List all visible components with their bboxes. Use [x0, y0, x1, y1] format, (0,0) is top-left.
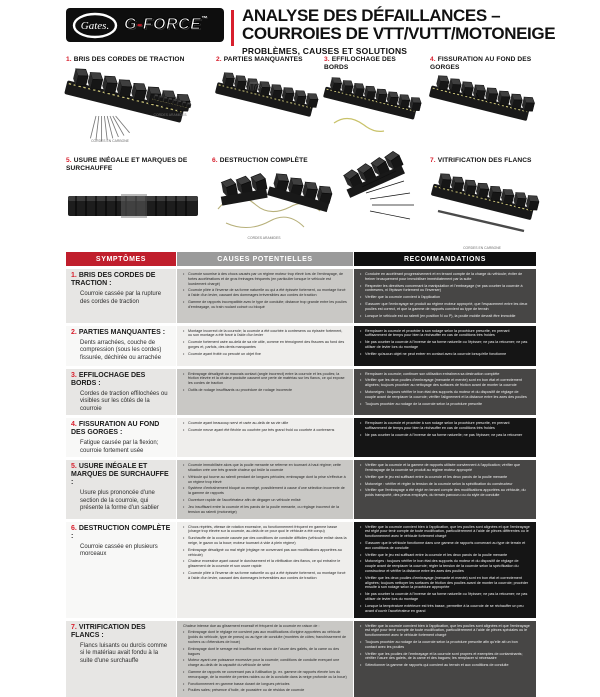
cause-list-item: • Véhicule qui tourne au ralenti pendant de longues périodes; embrayage dont la prise s'effectue à un régime trop élevé	[183, 475, 347, 485]
recommendation-list-item: • Vérifier que les deux poulies d'embrayage (menante et menée) sont en bon état et correctement alignées; toujours procéder au nettoyage des surfaces de friction avant de monter la courroie	[360, 378, 530, 388]
symptom-description: Cordes de traction effilochées ou visibles sur les côtés de la courroie	[80, 391, 171, 414]
belt-photo-2	[216, 64, 316, 142]
symptom-cell	[66, 369, 176, 416]
recommendation-list	[360, 372, 530, 407]
cause-list-item: • Surchauffe de la courroie causée par des conditions de conduite difficiles (véhicule enlisé dans la neige, le gazon ou la boue; moteur tournant à vide à plein régime)	[183, 536, 347, 546]
symptom-number: 2.	[71, 329, 77, 336]
symptom-cell	[66, 269, 176, 323]
recommendation-list-item: • Vérifier que le jeu est suffisant entre la courroie et les deux parois de la poulie menante	[360, 475, 530, 480]
recommendation-list	[360, 463, 530, 498]
symptom-cell	[66, 621, 176, 697]
cause-list-item: • Montage incorrect de la courroie; la courroie a été courbée à contresens ou épissée fortement, ou son montage a été forcé à l'aide d'un levier	[183, 329, 347, 339]
cause-list	[183, 372, 347, 393]
recommendation-list-item: • Toujours procéder au rodage de la courroie selon la procédure prescrite	[360, 402, 530, 407]
table-row	[66, 621, 536, 697]
symptom-title: BRIS DES CORDES DE TRACTION :	[71, 272, 155, 287]
symptom-cell	[66, 326, 176, 366]
recommendation-list-item: • S'assurer que l'embrayage se produit au régime moteur approprié, que l'espacement entre les deux poulies est correct, et que la gamme de rapports convient au type de terrain	[360, 302, 530, 312]
symptom-title: VITRIFICATION DES FLANCS :	[71, 624, 146, 639]
cause-list-item: • Outils de rodage insuffisants ou procédure de rodage incorrecte	[183, 388, 347, 393]
recommendation-list-item: • Lorsque le véhicule est au ralenti (en position N ou P), la poulie mobile devrait être immobile	[360, 314, 530, 319]
cause-list-item: • Courroie ayant beaucoup servi et usée au-delà de sa vie utile	[183, 421, 347, 426]
poster-title-line1: ANALYSE DES DÉFAILLANCES –	[242, 7, 592, 25]
symptom-description: Usure plus prononcée d'une section de la courroie, qui présente la forme d'un sablier	[80, 490, 171, 513]
recommendation-list-item: • Vérifier que les deux poulies d'embrayage (menante et menée) sont en bon état et correctement alignées; toujours nettoyer les surfaces de friction des poulies avant de monter la courroie; procéder ensuite à son rodage selon la procédure appropriée	[360, 576, 530, 590]
recommendations-cell	[354, 326, 536, 366]
cause-list-item: • Gamme de rapports incompatible avec le type de conduite; distance trop grande entre les poulies d'embrayage, ou train roulant coincé ou bloqué	[183, 300, 347, 310]
symptom-description: Courroie cassée par la rupture des cordes de traction	[80, 291, 171, 306]
cause-list-item: • Poulies sales; présence d'huile, de poussière ou de résidus de courroie	[183, 688, 347, 693]
cause-list-item: • Embrayage désaligné ou mauvais contact (angle incorrect) entre la courroie et les poulies; la friction élevée et la chaleur produite causent une perte de matériau sur les flancs, ce qui expose les cordes de traction	[183, 372, 347, 386]
failure-label-5: 5. USURE INÉGALE ET MARQUES DE SURCHAUFFE	[66, 157, 201, 172]
cause-list-item: • Courroie pliée à l'inverse de sa forme naturelle ou qui a été épissée fortement, ou montage forcé à l'aide d'un levier, causant des dommages irréversibles aux cordes de traction	[183, 288, 347, 298]
failure-item-7	[430, 157, 536, 251]
recommendation-list-item: • Vérifier que le jeu est suffisant entre la courroie et les deux parois de la poulie menante	[360, 553, 530, 558]
symptom-number: 6.	[71, 525, 77, 532]
recommendation-list-item: • Vérifier que l'embrayage a été réglé en tenant compte des modifications apportées au véhicule, du poids transporté, des pneus employés, du terrain parcouru ou du style de conduite	[360, 488, 530, 498]
cause-list-item: • Ouverture rapide de l'accélérateur afin de dégager un véhicule enlisé	[183, 498, 347, 503]
recommendations-cell	[354, 522, 536, 618]
table-row	[66, 460, 536, 518]
cause-list-item: • Fonctionnement en gamme basse durant de longues périodes	[183, 682, 347, 687]
header-divider	[231, 10, 234, 46]
recommendation-list-item: • Lorsque la température extérieure est très basse, permettre à la courroie de se réchauffer un peu avant d'ouvrir l'accélérateur en grand	[360, 604, 530, 614]
failure-label-4: 4. FISSURATION AU FOND DES GORGES	[430, 56, 536, 71]
recommendation-list-item: • Ne pas courber la courroie à l'inverse de sa forme naturelle ou l'épisser; ne pas la retourner; ne pas utiliser de levier lors du montage	[360, 340, 530, 350]
belt-photo-5	[66, 186, 201, 232]
cause-list-item: • Jeu insuffisant entre la courroie et les parois de la poulie menante, ou réglage incorrect de la tension au ralenti (motoneige)	[183, 505, 347, 515]
belt-photo-3	[324, 71, 420, 141]
recommendation-list	[360, 329, 530, 357]
causes-cell	[177, 269, 353, 323]
failure-item-5	[66, 157, 201, 232]
symptom-number: 1.	[71, 272, 77, 279]
cause-list	[183, 630, 347, 693]
poster-subtitle: PROBLÈMES, CAUSES ET SOLUTIONS	[242, 46, 592, 56]
failure-label-1: 1. BRIS DES CORDES DE TRACTION	[66, 56, 194, 64]
recommendation-list-item: • Motoneiges : toujours vérifier le bon état des supports du moteur et du dispositif de réglage de couple avant de remplacer la courroie; régler la tension de la courroie selon la spécification du constructeur et vérifier la distance entre les axes des poulies	[360, 559, 530, 573]
causes-cell	[177, 621, 353, 697]
cause-list-item: • Chaleur excessive ayant causé le durcissement et la vitrification des flancs, ce qui entraîne le glissement de la courroie et son usure rapide	[183, 559, 347, 569]
failure-table	[66, 252, 536, 697]
causes-cell	[177, 418, 353, 457]
recommendations-cell	[354, 621, 536, 697]
recommendation-list-item: • Remplacer la courroie et procéder à son rodage selon la procédure prescrite, en prenant suffisamment de temps pour bien la réchauffer en cas de conditions très froides	[360, 421, 530, 431]
recommendation-list-item: • S'assurer que le véhicule fonctionne dans une gamme de rapports convenant au type de terrain et aux conditions de conduite	[360, 541, 530, 551]
poster-title-line2: COURROIES DE VTT/VUTT/MOTONEIGE	[242, 25, 592, 43]
failure-item-4	[430, 56, 536, 141]
svg-text:Gates.: Gates.	[81, 20, 109, 32]
symptom-title: USURE INÉGALE ET MARQUES DE SURCHAUFFE :	[71, 463, 169, 486]
recommendations-cell	[354, 269, 536, 323]
poster-titles	[242, 7, 592, 56]
recommendation-list-item: • Vérifier que la courroie et la gamme de rapports utilisée conviennent à l'application; vérifier que l'embrayage de la courroie se produit au régime moteur approprié	[360, 463, 530, 473]
table-row	[66, 369, 536, 416]
recommendation-list-item: • Remplacer la courroie et procéder à son rodage selon la procédure prescrite, en prenant suffisamment de temps pour bien la réchauffer en cas de conditions très froides	[360, 329, 530, 339]
recommendation-list-item: • Conduire en accélérant progressivement et en tenant compte de la charge du véhicule; éviter de freiner brusquement pour immobiliser immédiatement par la suite	[360, 272, 530, 282]
recommendation-list-item: • Remplacer la courroie; continuer son utilisation entraînera sa destruction complète	[360, 372, 530, 377]
symptom-description: Fatigue causée par la flexion; courroie fortement usée	[80, 440, 171, 455]
recommendation-list-item: • Motoneige : vérifier et régler la tension de la courroie selon la spécification du constructeur	[360, 482, 530, 487]
failure-item-1	[66, 56, 194, 144]
belt-photo-4	[430, 71, 536, 141]
cause-list-item: • Système d'entraînement bloqué ou enneigé, possiblement à cause d'une sélection incorrecte de la gamme de rapports	[183, 486, 347, 496]
recommendation-list-item: • Respecter les directives concernant la manipulation et l'embrayage (ne pas courber la courroie à contresens, ni l'épisser fortement ou l'inverser)	[360, 284, 530, 294]
recommendations-cell	[354, 369, 536, 416]
symptom-cell	[66, 522, 176, 618]
symptom-title: EFFILOCHAGE DES BORDS :	[71, 372, 145, 387]
recommendation-list-item: • Sélectionner la gamme de rapports qui convient au terrain et aux conditions de conduite	[360, 663, 530, 668]
gforce-logo: G-FORCE™	[124, 16, 208, 34]
cause-list-item: • Courroie neuve ayant été fléchie ou courbée par très grand froid ou courbée à contresens	[183, 428, 347, 433]
gates-logo	[72, 12, 118, 39]
symptom-cell	[66, 460, 176, 518]
table-rows	[66, 269, 536, 697]
cause-list-item: • Courroie ayant frotté ou percuté un objet fixe	[183, 352, 347, 357]
recommendation-list-item: • Vérifier que les poulies de l'embrayage et la courroie sont propres et exemptes de contaminants; vérifier l'usure des galets, de la came et des bagues; les remplacer si nécessaire	[360, 652, 530, 662]
trademark: ™	[201, 16, 208, 22]
symptom-title: PARTIES MANQUANTES :	[79, 329, 165, 336]
recommendation-list	[360, 624, 530, 669]
recommendation-list-item: • Toujours procéder au rodage de la courroie selon la procédure prescrite afin qu'elle ait un bon contact avec les poulies	[360, 640, 530, 650]
table-row	[66, 326, 536, 366]
cause-list-item: • Embrayage désaligné ou mal réglé (réglage ne convenant pas aux modifications apportées au véhicule)	[183, 548, 347, 558]
causes-intro: Chaleur intense due au glissement excessif et fréquent de la courroie en raison de :	[183, 624, 347, 629]
cause-list-item: • Embrayage dont le réglage ne convient pas aux modifications d'origine apportées au véhicule (poids du véhicule, type de pneus) ou au type de conduite (montées de côtes; franchissement de rochers ou d'étendues de boue)	[183, 630, 347, 644]
failure-label-3: 3. EFFILOCHAGE DES BORDS	[324, 56, 420, 71]
cause-list-item: • Embrayage dont le serrage est insuffisant en raison de l'usure des galets, de la came ou des bagues	[183, 647, 347, 657]
symptom-cell	[66, 418, 176, 457]
recommendations-cell	[354, 418, 536, 457]
symptom-description: Courroie cassée en plusieurs morceaux	[80, 544, 171, 559]
cause-list-item: • Courroie pliée à l'inverse de sa forme naturelle ou qui a été épissée fortement, ou montage forcé à l'aide d'un levier, causant des dommages irréversibles aux cordes de traction	[183, 571, 347, 581]
symptom-title: DESTRUCTION COMPLÈTE :	[71, 525, 170, 540]
recommendation-list	[360, 525, 530, 614]
cause-list-item: • Moteur ayant une puissance excessive pour la courroie; conditions de conduite exerçant une charge au-delà de la capacité du véhicule de série	[183, 658, 347, 668]
svg-text:CORDES ARAMIDES: CORDES ARAMIDES	[154, 113, 188, 117]
causes-cell	[177, 326, 353, 366]
gforce-dash: -	[137, 16, 143, 33]
table-header	[66, 252, 536, 266]
cause-list	[183, 463, 347, 514]
symptom-title: FISSURATION AU FOND DES GORGES :	[71, 421, 159, 436]
table-row	[66, 418, 536, 457]
recommendation-list-item: • Vérifier que la courroie convient bien à l'application, que les poulies sont alignées et que l'embrayage est réglé pour tenir compte de toute modification, particulièrement à l'aide de pièces spéciales ou le fonctionnement avec le véhicule fortement chargé	[360, 624, 530, 638]
recommendation-list-item: • Vérifier que la courroie convient à l'application	[360, 295, 530, 300]
belt-photo-6	[212, 165, 427, 241]
symptom-number: 3.	[71, 372, 77, 379]
cause-list	[183, 329, 347, 357]
belt-photo-7	[430, 165, 536, 251]
header-causes: CAUSES POTENTIELLES	[177, 252, 353, 266]
recommendation-list-item: • Vérifier qu'aucun objet ne peut entrer en contact avec la courroie lorsqu'elle fonctionne	[360, 352, 530, 357]
causes-cell	[177, 522, 353, 618]
cause-list	[183, 525, 347, 581]
symptom-description: Flancs luisants ou durcis comme si le matériau avait fondu à la suite d'une surchauffe	[80, 643, 171, 666]
cause-list-item: • Chocs répétés, vitesse de rotation excessive, ou fonctionnement fréquent en gamme basse (charge trop élevée sur la courroie, au-delà de ce pour quoi le véhicule a été conçu)	[183, 525, 347, 535]
recommendation-list-item: • Ne pas courber la courroie à l'inverse de sa forme naturelle; ne pas l'épisser; ne pas la retourner	[360, 433, 530, 438]
cause-list	[183, 272, 347, 310]
symptom-number: 7.	[71, 624, 77, 631]
svg-text:CORDES EN CARBONE: CORDES EN CARBONE	[91, 139, 130, 143]
failure-label-6: 6. DESTRUCTION COMPLÈTE	[212, 157, 427, 165]
header-symptoms: SYMPTÔMES	[66, 252, 176, 266]
failure-item-6	[212, 157, 427, 241]
table-row	[66, 269, 536, 323]
header-recommendations: RECOMMANDATIONS	[354, 252, 536, 266]
failure-item-3	[324, 56, 420, 141]
table-row	[66, 522, 536, 618]
causes-cell	[177, 369, 353, 416]
recommendation-list	[360, 421, 530, 437]
recommendation-list-item: • Vérifier que la courroie convient bien à l'application, que les poulies sont alignées et que l'embrayage est réglé pour tenir compte de toute modification, particulièrement à l'aide de pièces différentes ou le fonctionnement avec le véhicule fortement chargé	[360, 525, 530, 539]
cause-list-item: • Gamme de rapports ne convenant pas à l'utilisation (p. ex. gamme de rapports élevée lors du remorquage, de la montée de pentes raides ou de la conduite dans la neige profonde ou la boue)	[183, 670, 347, 680]
failure-label-2: 2. PARTIES MANQUANTES	[216, 56, 316, 64]
recommendation-list-item: • Ne pas courber la courroie à l'inverse de sa forme naturelle ou l'épisser; ne pas la retourner; ne pas utiliser de levier lors du montage	[360, 592, 530, 602]
recommendations-cell	[354, 460, 536, 518]
recommendation-list	[360, 272, 530, 319]
svg-text:CORDES EN CARBONE: CORDES EN CARBONE	[463, 246, 502, 250]
logo-bar	[66, 8, 224, 42]
failure-item-2	[216, 56, 316, 142]
symptom-number: 5.	[71, 463, 77, 470]
cause-list-item: • Courroie soumise à des chocs causés par un régime moteur trop élevé lors de l'embrayage, de fortes accélérations et de gros freinages fréquents (en particulier lorsque le véhicule est lourdement chargé)	[183, 272, 347, 286]
belt-photo-1	[66, 64, 194, 144]
recommendation-list-item: • Motoneiges : toujours vérifier le bon état des supports du moteur et du dispositif de réglage de couple avant de remplacer la courroie; vérifier l'alignement et la distance entre les axes des poulies	[360, 390, 530, 400]
cause-list	[183, 421, 347, 433]
svg-text:CORDES ARAMIDES: CORDES ARAMIDES	[248, 236, 282, 240]
causes-cell	[177, 460, 353, 518]
failure-label-7: 7. VITRIFICATION DES FLANCS	[430, 157, 536, 165]
symptom-number: 4.	[71, 421, 77, 428]
symptom-description: Dents arrachées, couche de compression (sous les cordes) fissurée, déchirée ou arrachée	[80, 340, 171, 363]
cause-list-item: • Courroie fortement usée au-delà de sa vie utile, comme en témoignent des fissures au fond des gorges et, parfois, des dents manquantes	[183, 340, 347, 350]
cause-list-item: • Courroie immobilisée alors que la poulie menante se referme en tournant à haut régime; cette situation crée une très grande chaleur qui brûle la courroie	[183, 463, 347, 473]
